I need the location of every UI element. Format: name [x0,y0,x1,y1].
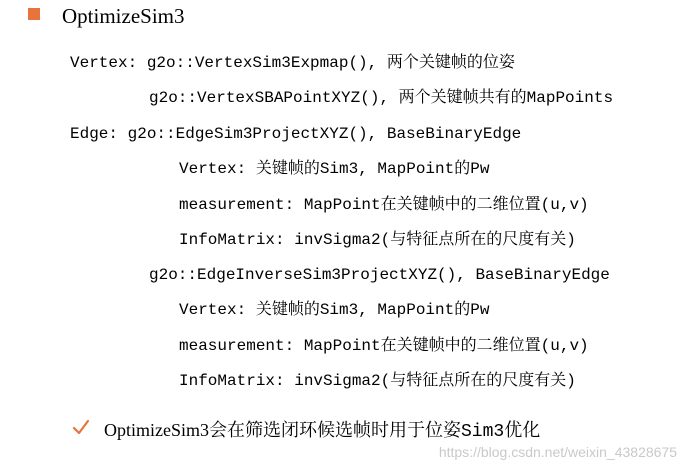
footer-note [104,418,540,444]
edge-line-1: Edge: g2o::EdgeSim3ProjectXYZ(), BaseBinaryEdge [70,125,522,143]
edge-line-2: g2o::EdgeInverseSim3ProjectXYZ(), BaseBinaryEdge [149,266,610,284]
edge1-infomatrix-line: InfoMatrix: invSigma2(与特征点所在的尺度有关) [179,231,576,249]
vertex-line-2: g2o::VertexSBAPointXYZ(), 两个关键帧共有的MapPoints [149,89,614,107]
vertex-line-1: Vertex: g2o::VertexSim3Expmap(), 两个关键帧的位姿 [70,54,515,72]
watermark-text: https://blog.csdn.net/weixin_43828675 [438,444,677,460]
edge2-vertex-line: Vertex: 关键帧的Sim3, MapPoint的Pw [179,301,490,319]
footer-prefix: OptimizeSim3 [104,420,209,440]
checkmark-path [74,421,88,433]
square-bullet-icon [28,8,40,20]
footer-suffix: 会在筛选闭环候选帧时用于位姿Sim3优化 [209,422,541,442]
edge2-measurement-line: measurement: MapPoint在关键帧中的二维位置(u,v) [179,337,589,355]
edge2-infomatrix-line: InfoMatrix: invSigma2(与特征点所在的尺度有关) [179,372,576,390]
edge1-measurement-line: measurement: MapPoint在关键帧中的二维位置(u,v) [179,196,589,214]
checkmark-icon [72,418,90,436]
page-title: OptimizeSim3 [62,4,185,28]
edge1-vertex-line: Vertex: 关键帧的Sim3, MapPoint的Pw [179,160,490,178]
